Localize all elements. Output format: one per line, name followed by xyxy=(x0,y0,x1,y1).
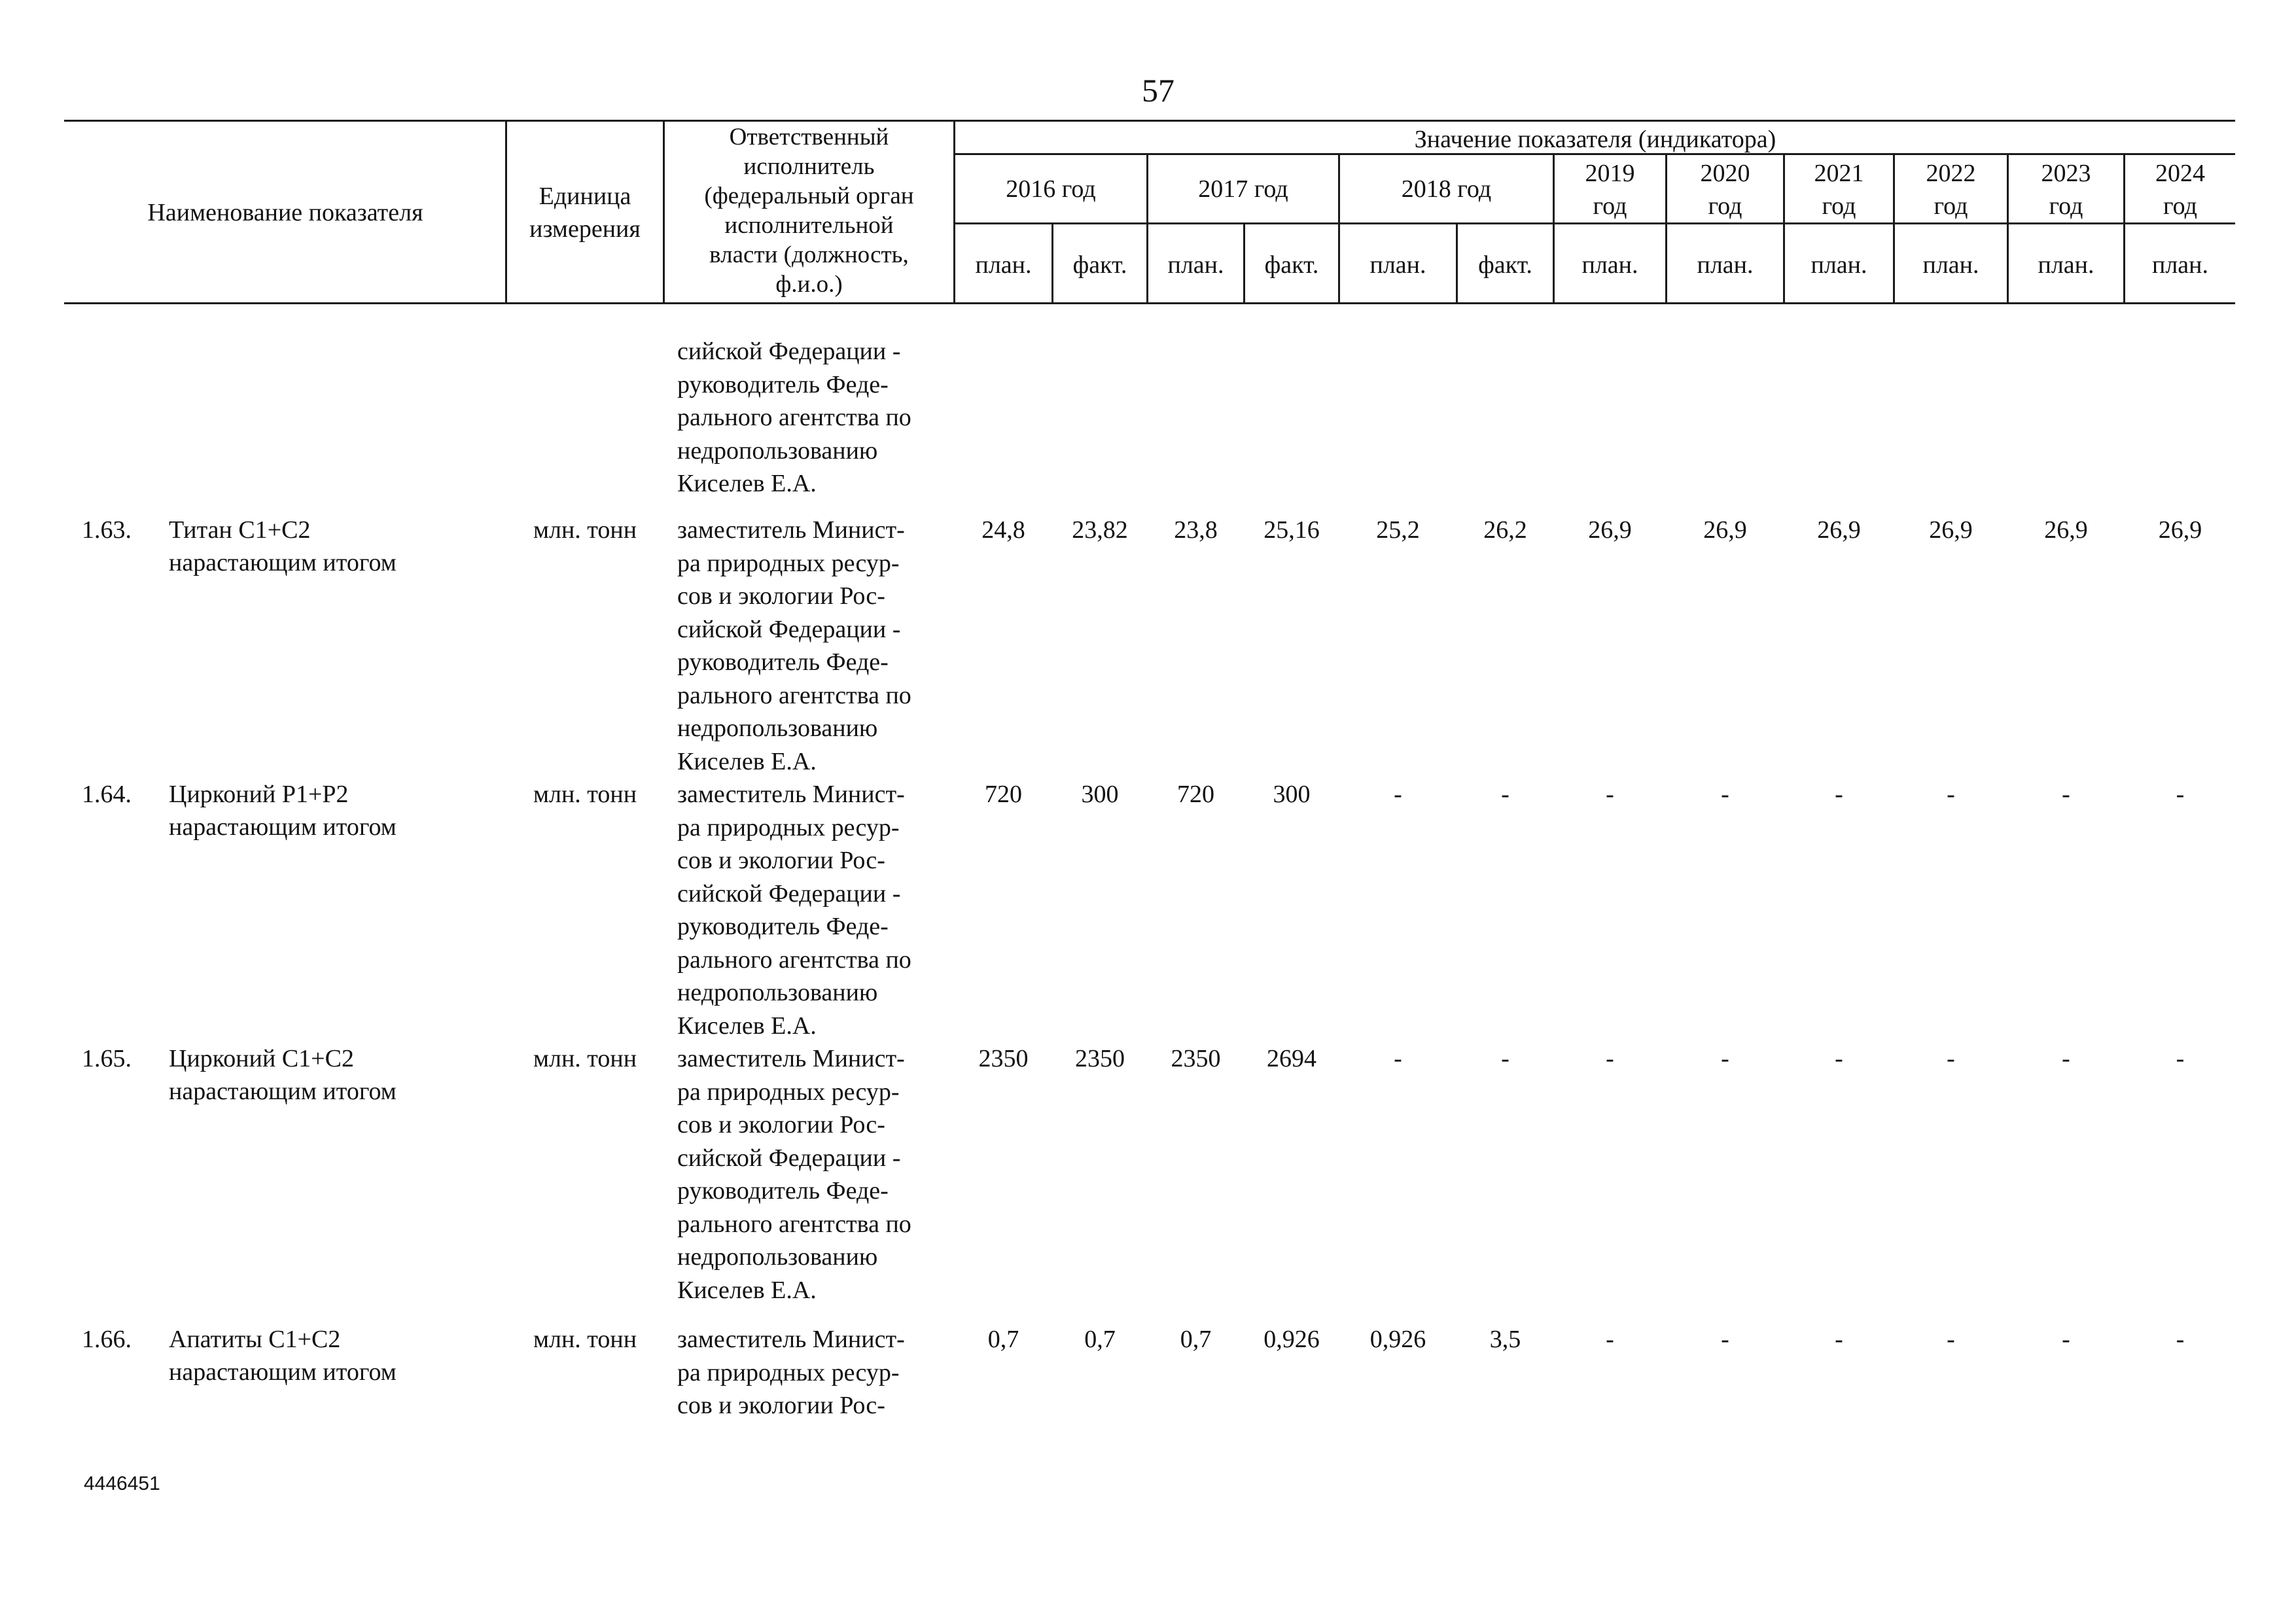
value-2017-fact: 300 xyxy=(1273,781,1311,808)
row-number: 1.66. xyxy=(82,1326,132,1353)
value-2023-plan: - xyxy=(2062,1326,2070,1353)
footer-document-code: 4446451 xyxy=(84,1473,160,1494)
header-year-2020: 2020 год xyxy=(1700,160,1750,220)
value-2018-fact: - xyxy=(1501,781,1510,808)
header-unit: Единица измерения xyxy=(529,183,641,243)
value-2016-fact: 300 xyxy=(1081,781,1119,808)
value-2017-plan: 2350 xyxy=(1171,1045,1221,1072)
row-unit: млн. тонн xyxy=(533,1326,637,1353)
header-year-2023: 2023 год xyxy=(2041,160,2091,220)
header-plan-2022: план. xyxy=(1922,251,1979,279)
value-2016-plan: 24,8 xyxy=(981,516,1025,544)
row-indicator-name: Цирконий С1+С2 нарастающим итогом xyxy=(169,1045,397,1105)
value-2016-plan: 2350 xyxy=(978,1045,1029,1072)
header-year-rule xyxy=(953,222,2235,224)
row-unit: млн. тонн xyxy=(533,781,637,808)
value-2018-fact: 3,5 xyxy=(1489,1326,1521,1353)
header-plan-2021: план. xyxy=(1810,251,1867,279)
header-plan-2024: план. xyxy=(2151,251,2208,279)
value-2022-plan: - xyxy=(1947,1045,1955,1072)
value-2016-fact: 23,82 xyxy=(1072,516,1128,544)
header-year-2024: 2024 год xyxy=(2155,160,2205,220)
header-fact-2018: факт. xyxy=(1478,251,1532,279)
header-plan-2016: план. xyxy=(975,251,1032,279)
header-year-2019: 2019 год xyxy=(1585,160,1635,220)
row-number: 1.63. xyxy=(82,516,132,544)
value-2022-plan: - xyxy=(1947,1326,1955,1353)
value-2020-plan: - xyxy=(1721,1045,1729,1072)
continuation-responsible: сийской Федерации - руководитель Феде- рального агентства по недропользованию Киселев Е.А. xyxy=(677,338,911,497)
value-2018-fact: 26,2 xyxy=(1483,516,1527,544)
header-plan-2018: план. xyxy=(1369,251,1426,279)
value-2019-plan: - xyxy=(1606,1045,1614,1072)
value-2020-plan: - xyxy=(1721,781,1729,808)
value-2022-plan: 26,9 xyxy=(1929,516,1973,544)
value-2016-fact: 2350 xyxy=(1075,1045,1125,1072)
value-2017-fact: 2694 xyxy=(1267,1045,1316,1072)
row-responsible: заместитель Минист- ра природных ресур- сов и экологии Рос- xyxy=(677,1326,905,1419)
row-number: 1.65. xyxy=(82,1045,132,1072)
header-plan-2019: план. xyxy=(1581,251,1638,279)
value-2016-fact: 0,7 xyxy=(1084,1326,1116,1353)
value-2022-plan: - xyxy=(1947,781,1955,808)
value-2020-plan: - xyxy=(1721,1326,1729,1353)
value-2021-plan: - xyxy=(1835,781,1843,808)
row-indicator-name: Цирконий Р1+Р2 нарастающим итогом xyxy=(169,781,397,841)
value-2017-fact: 25,16 xyxy=(1263,516,1320,544)
row-responsible: заместитель Минист- ра природных ресур- сов и экологии Рос- сийской Федерации - руководитель Феде- рального агентства по недропользованию Киселев Е.А. xyxy=(677,1045,911,1304)
value-2021-plan: - xyxy=(1835,1326,1843,1353)
value-2020-plan: 26,9 xyxy=(1703,516,1747,544)
row-indicator-name: Апатиты С1+С2 нарастающим итогом xyxy=(169,1326,397,1386)
value-2023-plan: 26,9 xyxy=(2044,516,2088,544)
header-year-2022: 2022 год xyxy=(1926,160,1976,220)
value-2024-plan: - xyxy=(2176,781,2185,808)
value-2018-fact: - xyxy=(1501,1045,1510,1072)
header-plan-2017: план. xyxy=(1167,251,1224,279)
value-2017-plan: 0,7 xyxy=(1180,1326,1212,1353)
value-2024-plan: - xyxy=(2176,1326,2185,1353)
header-bottom-rule xyxy=(64,302,2235,304)
header-year-2021: 2021 год xyxy=(1814,160,1864,220)
value-2018-plan: - xyxy=(1394,1045,1402,1072)
header-fact-2016: факт. xyxy=(1072,251,1127,279)
row-responsible: заместитель Минист- ра природных ресур- сов и экологии Рос- сийской Федерации - руководитель Феде- рального агентства по недропользованию Киселев Е.А. xyxy=(677,516,911,775)
value-2019-plan: - xyxy=(1606,781,1614,808)
value-2016-plan: 0,7 xyxy=(987,1326,1019,1353)
header-plan-2023: план. xyxy=(2038,251,2094,279)
row-number: 1.64. xyxy=(82,781,132,808)
row-unit: млн. тонн xyxy=(533,516,637,544)
header-year-2016: 2016 год xyxy=(1006,175,1096,203)
value-2017-plan: 23,8 xyxy=(1174,516,1218,544)
row-responsible: заместитель Минист- ра природных ресур- сов и экологии Рос- сийской Федерации - руководитель Феде- рального агентства по недропользованию Киселев Е.А. xyxy=(677,781,911,1040)
value-2018-plan: 25,2 xyxy=(1376,516,1420,544)
row-indicator-name: Титан С1+С2 нарастающим итогом xyxy=(169,516,397,576)
header-responsible: Ответственный исполнитель (федеральный орган исполнительной власти (должность, ф.и.о.) xyxy=(704,124,914,298)
header-indicator-values: Значение показателя (индикатора) xyxy=(1414,126,1776,153)
value-2017-plan: 720 xyxy=(1177,781,1214,808)
value-2019-plan: 26,9 xyxy=(1588,516,1632,544)
header-plan-2020: план. xyxy=(1697,251,1754,279)
value-2023-plan: - xyxy=(2062,1045,2070,1072)
value-2018-plan: - xyxy=(1394,781,1402,808)
value-2019-plan: - xyxy=(1606,1326,1614,1353)
header-indicator-name: Наименование показателя xyxy=(147,199,423,226)
value-2021-plan: - xyxy=(1835,1045,1843,1072)
value-2023-plan: - xyxy=(2062,781,2070,808)
value-2018-plan: 0,926 xyxy=(1369,1326,1426,1353)
value-2016-plan: 720 xyxy=(985,781,1022,808)
value-2024-plan: 26,9 xyxy=(2158,516,2202,544)
value-2017-fact: 0,926 xyxy=(1263,1326,1320,1353)
header-fact-2017: факт. xyxy=(1264,251,1319,279)
header-year-2017: 2017 год xyxy=(1198,175,1288,203)
value-2024-plan: - xyxy=(2176,1045,2185,1072)
header-top-rule xyxy=(64,120,2235,122)
page-number: 57 xyxy=(1142,72,1174,109)
header-year-2018: 2018 год xyxy=(1401,175,1492,203)
row-unit: млн. тонн xyxy=(533,1045,637,1072)
value-2021-plan: 26,9 xyxy=(1817,516,1861,544)
